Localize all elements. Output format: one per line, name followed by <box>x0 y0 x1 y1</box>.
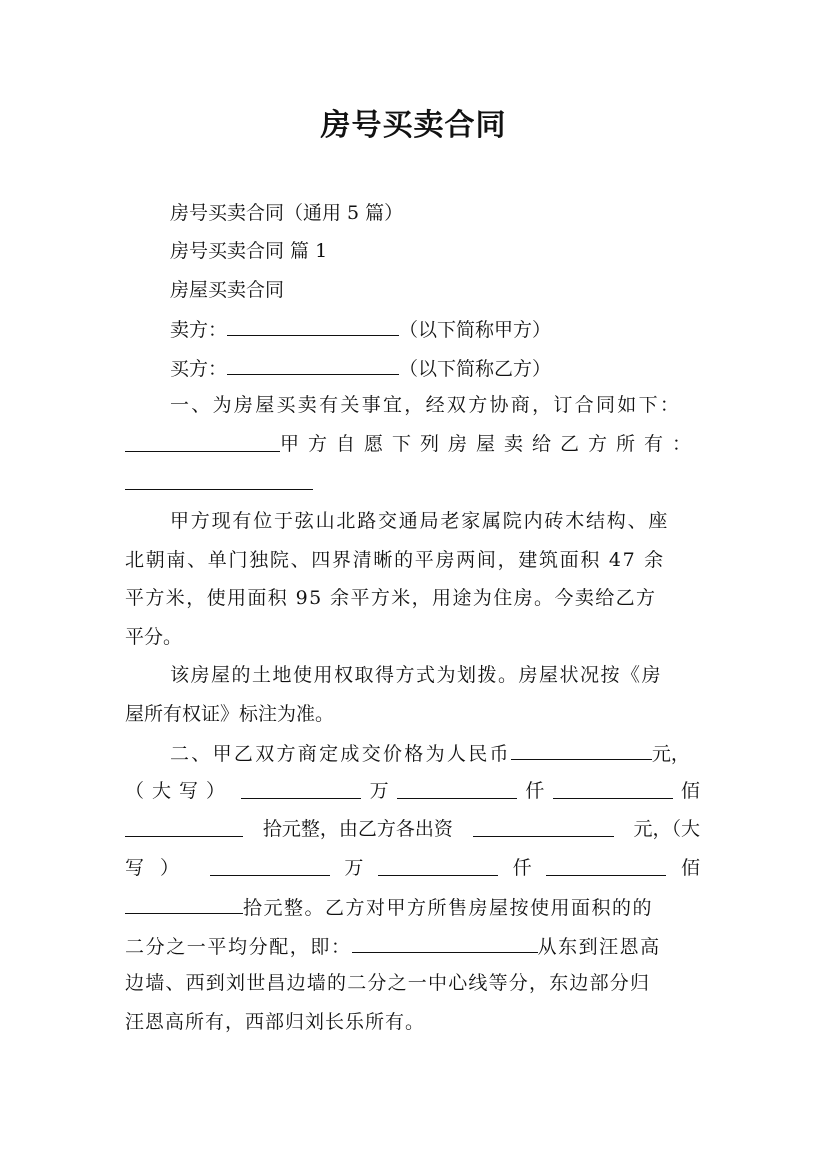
para2-line: 屋所有权证》标注为准。 <box>125 703 335 725</box>
clause1-text: 甲方自愿下列房屋卖给乙方所有： <box>279 433 700 455</box>
seller-line <box>170 315 551 343</box>
division-blank[interactable] <box>352 932 538 953</box>
yuan-unit: 元， <box>651 743 690 765</box>
para1-line: 平分。 <box>125 626 183 648</box>
qian-unit-2: 仟 <box>512 857 532 879</box>
clause2-text: 二、甲乙双方商定成交价格为人民币 <box>170 743 511 765</box>
daxie-label: （大写） <box>125 780 234 802</box>
document-title: 房号买卖合同 <box>320 108 507 143</box>
wan-blank[interactable] <box>241 778 361 799</box>
price-blank[interactable] <box>511 739 652 760</box>
wan-unit-2: 万 <box>344 857 364 879</box>
seller-blank[interactable] <box>227 315 399 336</box>
clause2-line2 <box>125 778 700 804</box>
clause2-text-3a: 拾元整，由乙方各出资 <box>262 818 453 840</box>
payment-blank[interactable] <box>473 816 614 837</box>
clause2-line7: 边墙、西到刘世昌边墙的二分之一中心线等分，东边部分归 <box>125 972 651 994</box>
article-heading: 房号买卖合同 篇 1 <box>170 240 328 262</box>
buyer-suffix: （以下简称乙方） <box>399 358 552 380</box>
qian-blank-2[interactable] <box>378 855 498 876</box>
buyer-line <box>170 354 551 382</box>
qian-blank[interactable] <box>397 778 517 799</box>
wan-unit: 万 <box>369 780 389 802</box>
seller-suffix: （以下简称甲方） <box>399 319 552 341</box>
para1-line: 平方米，使用面积 95 余平方米，用途为住房。今卖给乙方 <box>125 587 657 609</box>
subtitle: 房号买卖合同（通用 5 篇） <box>170 202 404 224</box>
buyer-label: 买方： <box>170 358 228 380</box>
shi-blank[interactable] <box>125 816 243 837</box>
seller-label: 卖方： <box>170 319 228 341</box>
para1-line: 北朝南、单门独院、四界清晰的平房两间，建筑面积 47 余 <box>125 549 665 571</box>
bai-blank-2[interactable] <box>546 855 666 876</box>
clause2-line5 <box>125 893 653 921</box>
clause1-line3 <box>125 469 313 497</box>
clause2-line8: 汪恩高所有，西部归刘长乐所有。 <box>125 1011 426 1033</box>
clause2-line6 <box>125 932 661 960</box>
shi-blank-2[interactable] <box>125 893 243 914</box>
xie-label: 写） <box>125 857 196 879</box>
para2-line: 该房屋的土地使用权取得方式为划拨。房屋状况按《房 <box>170 664 663 686</box>
clause1-blank[interactable] <box>125 431 280 452</box>
para1-line: 甲方现有位于弦山北路交通局老家属院内砖木结构、座 <box>170 510 670 532</box>
clause2-line1 <box>170 739 690 767</box>
qian-unit: 仟 <box>525 780 545 802</box>
clause2-text-5: 拾元整。乙方对甲方所售房屋按使用面积的的 <box>243 897 654 919</box>
bai-unit: 佰 <box>680 780 700 802</box>
clause2-text-6a: 二分之一平均分配，即： <box>125 936 352 958</box>
clause2-line4 <box>125 855 700 881</box>
clause1-intro: 一、为房屋买卖有关事宜，经双方协商，订合同如下： <box>170 394 682 416</box>
buyer-blank[interactable] <box>227 354 399 375</box>
bai-unit-2: 佰 <box>680 857 700 879</box>
clause2-line3 <box>125 816 700 842</box>
contract-name: 房屋买卖合同 <box>170 279 285 301</box>
clause1-blank-2[interactable] <box>125 469 313 490</box>
clause2-text-3b: 元，（大 <box>633 818 700 840</box>
wan-blank-2[interactable] <box>210 855 330 876</box>
clause2-text-6b: 从东到汪恩高 <box>537 936 661 958</box>
bai-blank[interactable] <box>553 778 673 799</box>
clause1-line2 <box>125 431 700 457</box>
